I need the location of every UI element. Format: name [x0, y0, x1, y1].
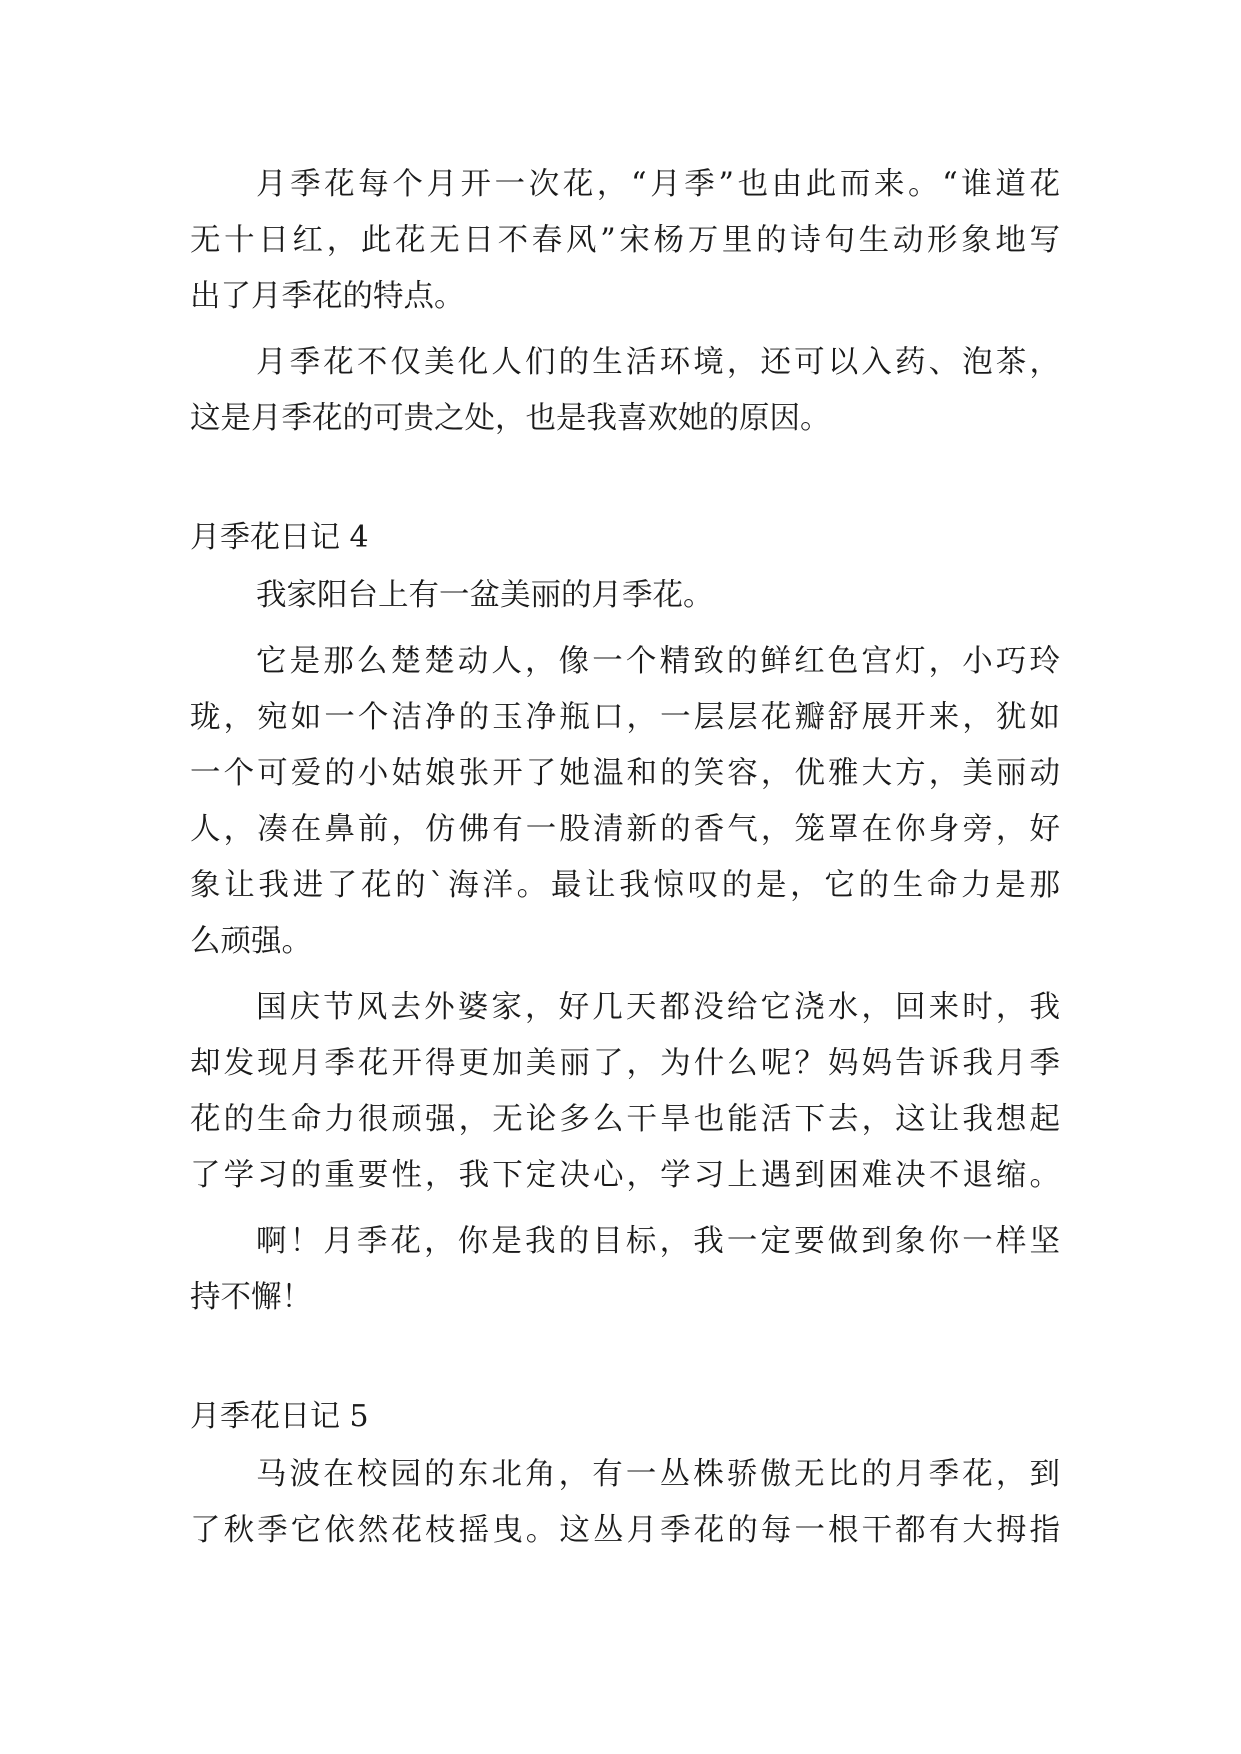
paragraph-line: 珑，宛如一个洁净的玉净瓶口，一层层花瓣舒展开来，犹如	[190, 700, 1060, 735]
paragraph-line: 花的生命力很顽强，无论多么干旱也能活下去，这让我想起	[190, 1102, 1060, 1137]
paragraph-line: 了学习的重要性，我下定决心，学习上遇到困难决不退缩。	[190, 1158, 1060, 1193]
paragraph-line: 一个可爱的小姑娘张开了她温和的笑容，优雅大方，美丽动	[190, 756, 1060, 791]
paragraph-line: 马波在校园的东北角，有一丛株骄傲无比的月季花，到	[256, 1457, 1060, 1492]
paragraph-line: 出了月季花的特点。	[190, 279, 465, 314]
paragraph-line: 我家阳台上有一盆美丽的月季花。	[256, 578, 714, 613]
paragraph-line: 这是月季花的可贵之处，也是我喜欢她的原因。	[190, 401, 831, 436]
section-heading: 月季花日记 4	[190, 520, 369, 555]
paragraph-line: 象让我进了花的`海洋。最让我惊叹的是，它的生命力是那	[190, 868, 1060, 903]
paragraph-line: 它是那么楚楚动人，像一个精致的鲜红色宫灯，小巧玲	[256, 644, 1060, 679]
paragraph-line: 持不懈！	[190, 1280, 312, 1315]
section-heading: 月季花日记 5	[190, 1399, 369, 1434]
paragraph-line: 月季花不仅美化人们的生活环境，还可以入药、泡茶，	[256, 345, 1060, 380]
paragraph-line: 人，凑在鼻前，仿佛有一股清新的香气，笼罩在你身旁，好	[190, 812, 1060, 847]
paragraph-line: 国庆节风去外婆家，好几天都没给它浇水，回来时，我	[256, 990, 1060, 1025]
paragraph-line: 么顽强。	[190, 924, 312, 959]
paragraph-line: 月季花每个月开一次花，“月季”也由此而来。“谁道花	[256, 167, 1060, 202]
paragraph-line: 啊！月季花，你是我的目标，我一定要做到象你一样坚	[256, 1224, 1060, 1259]
paragraph-line: 无十日红，此花无日不春风”宋杨万里的诗句生动形象地写	[190, 223, 1060, 258]
paragraph-line: 了秋季它依然花枝摇曳。这丛月季花的每一根干都有大拇指	[190, 1513, 1060, 1548]
paragraph-line: 却发现月季花开得更加美丽了，为什么呢？妈妈告诉我月季	[190, 1046, 1060, 1081]
